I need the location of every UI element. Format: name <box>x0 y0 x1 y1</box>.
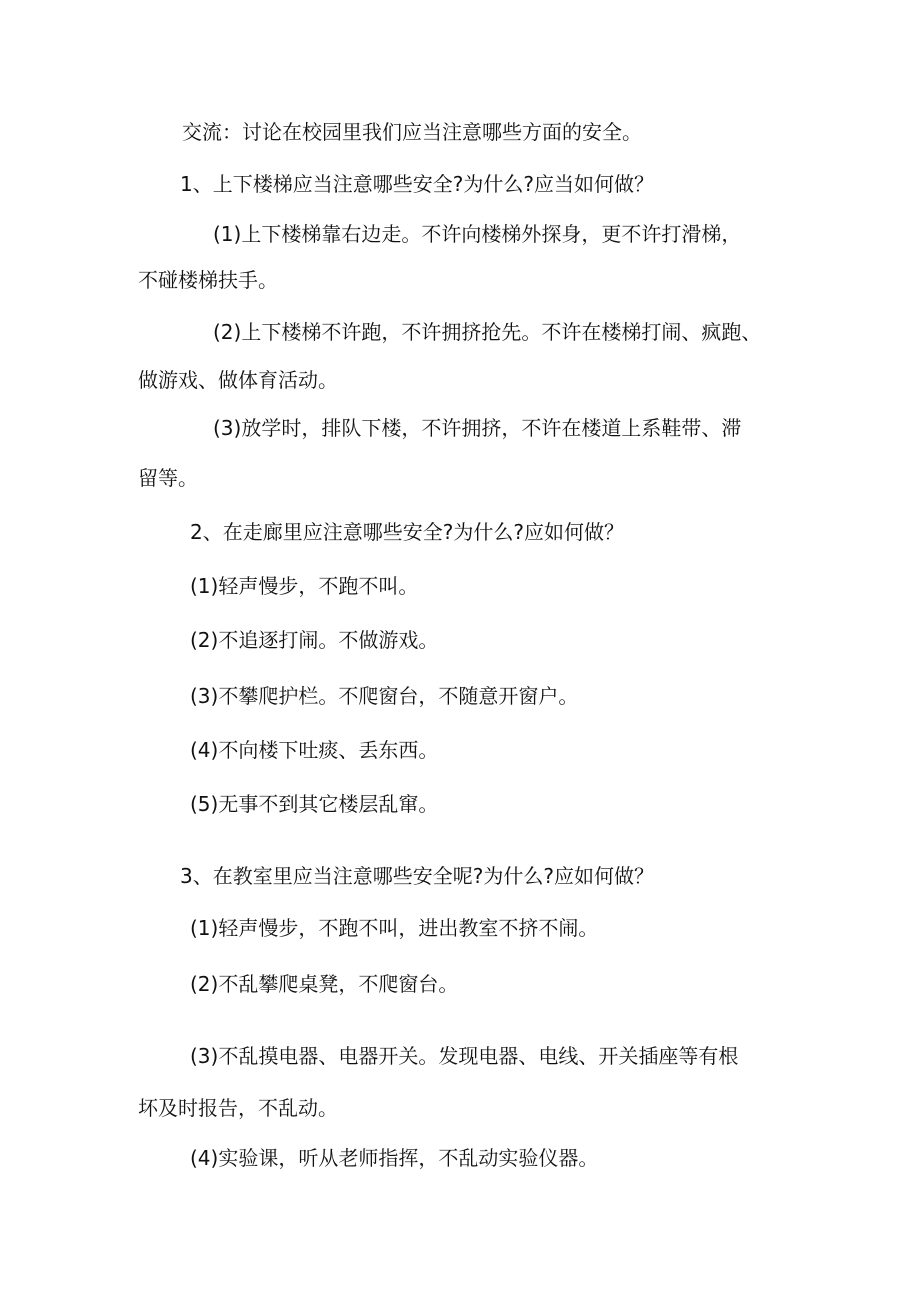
section-3-item-2: (2)不乱攀爬桌凳，不爬窗台。 <box>190 972 459 996</box>
section-2-item-1: (1)轻声慢步，不跑不叫。 <box>190 574 419 598</box>
section-2-item-5: (5)无事不到其它楼层乱窜。 <box>190 792 439 816</box>
section-3-item-3-line-2: 坏及时报告，不乱动。 <box>138 1096 338 1120</box>
section-2-item-2: (2)不追逐打闹。不做游戏。 <box>190 628 439 652</box>
section-1-item-3-line-1: (3)放学时，排队下楼，不许拥挤，不许在楼道上系鞋带、滞 <box>213 416 742 440</box>
section-1-item-2-line-2: 做游戏、做体育活动。 <box>138 368 338 392</box>
section-2-item-3: (3)不攀爬护栏。不爬窗台，不随意开窗户。 <box>190 684 579 708</box>
section-3-item-4: (4)实验课，听从老师指挥，不乱动实验仪器。 <box>190 1146 599 1170</box>
section-1-item-3-line-2: 留等。 <box>138 466 198 490</box>
section-1-heading: 1、上下楼梯应当注意哪些安全?为什么?应当如何做？ <box>180 172 654 196</box>
section-1-item-1-line-2: 不碰楼梯扶手。 <box>138 268 278 292</box>
section-2-item-4: (4)不向楼下吐痰、丢东西。 <box>190 738 439 762</box>
section-3-item-1: (1)轻声慢步，不跑不叫，进出教室不挤不闹。 <box>190 916 599 940</box>
intro-text: 交流：讨论在校园里我们应当注意哪些方面的安全。 <box>182 120 642 144</box>
section-2-heading: 2、在走廊里应注意哪些安全?为什么?应如何做？ <box>190 520 624 544</box>
section-3-heading: 3、在教室里应当注意哪些安全呢?为什么?应如何做？ <box>180 864 654 888</box>
section-3-item-3-line-1: (3)不乱摸电器、电器开关。发现电器、电线、开关插座等有根 <box>190 1044 739 1068</box>
section-1-item-1-line-1: (1)上下楼梯靠右边走。不许向楼梯外探身，更不许打滑梯， <box>213 222 742 246</box>
section-1-item-2-line-1: (2)上下楼梯不许跑，不许拥挤抢先。不许在楼梯打闹、疯跑、 <box>213 320 762 344</box>
